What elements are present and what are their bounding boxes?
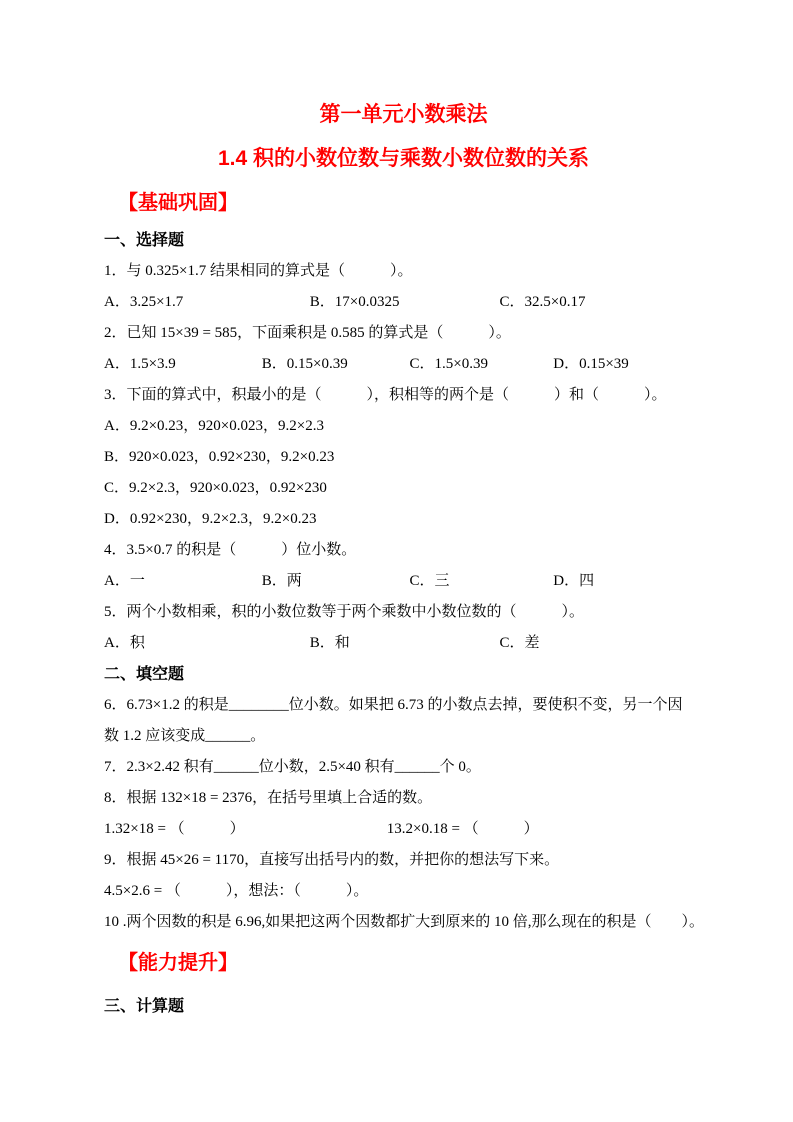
q1-option-a: A．3.25×1.7 bbox=[104, 294, 184, 310]
q4-option-a: A．一 bbox=[104, 573, 145, 589]
q3-option-d: D．0.92×230，9.2×2.3，9.2×0.23 bbox=[104, 511, 317, 527]
question-3-text: 3．下面的算式中，积最小的是（ ），积相等的两个是（ ）和（ ）。 bbox=[104, 387, 667, 403]
q5-option-b: B．和 bbox=[309, 635, 350, 651]
question-2-options bbox=[104, 349, 703, 380]
q8-equation-1: 1.32×18 = （ ） bbox=[104, 821, 245, 837]
q2-option-d: D．0.15×39 bbox=[553, 356, 629, 372]
q2-option-a: A．1.5×3.9 bbox=[104, 356, 176, 372]
q4-option-c: C．三 bbox=[409, 573, 450, 589]
q3-option-b: B．920×0.023，0.92×230，9.2×0.23 bbox=[104, 449, 335, 465]
q2-option-c: C．1.5×0.39 bbox=[409, 356, 488, 372]
question-2-text: 2．已知 15×39 = 585，下面乘积是 0.585 的算式是（ ）。 bbox=[104, 325, 511, 341]
q5-option-a: A．积 bbox=[104, 635, 145, 651]
q1-option-c: C．32.5×0.17 bbox=[499, 294, 586, 310]
part-fill-heading: 二、填空题 bbox=[104, 666, 185, 683]
q2-option-b: B．0.15×0.39 bbox=[261, 356, 348, 372]
q1-option-b: B．17×0.0325 bbox=[309, 294, 400, 310]
question-5-text: 5．两个小数相乘，积的小数位数等于两个乘数中小数位数的（ ）。 bbox=[104, 604, 585, 620]
q4-option-d: D．四 bbox=[553, 573, 595, 589]
part-choice-heading: 一、选择题 bbox=[104, 232, 185, 249]
question-4-text: 4．3.5×0.7 的积是（ ）位小数。 bbox=[104, 542, 357, 558]
q3-option-a: A．9.2×0.23，920×0.023，9.2×2.3 bbox=[104, 418, 324, 434]
q3-option-c: C．9.2×2.3，920×0.023，0.92×230 bbox=[104, 480, 327, 496]
question-10-text: 10 .两个因数的积是 6.96,如果把这两个因数都扩大到原来的 10 倍,那么现在的积是（ ）。 bbox=[104, 914, 705, 930]
question-1-text: 1．与 0.325×1.7 结果相同的算式是（ ）。 bbox=[104, 263, 413, 279]
q8-equation-2: 13.2×0.18 = （ ） bbox=[386, 821, 539, 837]
question-6-text-line2: 数 1.2 应该变成______。 bbox=[104, 728, 266, 744]
question-6-text-line1: 6．6.73×1.2 的积是________位小数。如果把 6.73 的小数点去掉，要使积不变，另一个因 bbox=[104, 697, 683, 713]
question-7-text: 7．2.3×2.42 积有______位小数，2.5×40 积有______个 0。 bbox=[104, 759, 481, 775]
section-basic-heading: 【基础巩固】 bbox=[118, 192, 238, 214]
section-advanced-heading: 【能力提升】 bbox=[118, 952, 238, 974]
unit-title: 第一单元小数乘法 bbox=[319, 103, 488, 126]
question-8-text: 8．根据 132×18 = 2376，在括号里填上合适的数。 bbox=[104, 790, 433, 806]
question-9-equation: 4.5×2.6 = （ ），想法：（ ）。 bbox=[104, 883, 369, 899]
question-4-options bbox=[104, 566, 703, 597]
question-5-options bbox=[104, 628, 703, 659]
question-9-text: 9．根据 45×26 = 1170，直接写出括号内的数，并把你的想法写下来。 bbox=[104, 852, 560, 868]
q4-option-b: B．两 bbox=[261, 573, 302, 589]
lesson-title: 1.4 积的小数位数与乘数小数位数的关系 bbox=[217, 147, 590, 170]
part-calc-heading: 三、计算题 bbox=[104, 998, 185, 1015]
question-8-equations bbox=[104, 814, 703, 845]
question-1-options bbox=[104, 287, 703, 318]
q5-option-c: C．差 bbox=[499, 635, 540, 651]
